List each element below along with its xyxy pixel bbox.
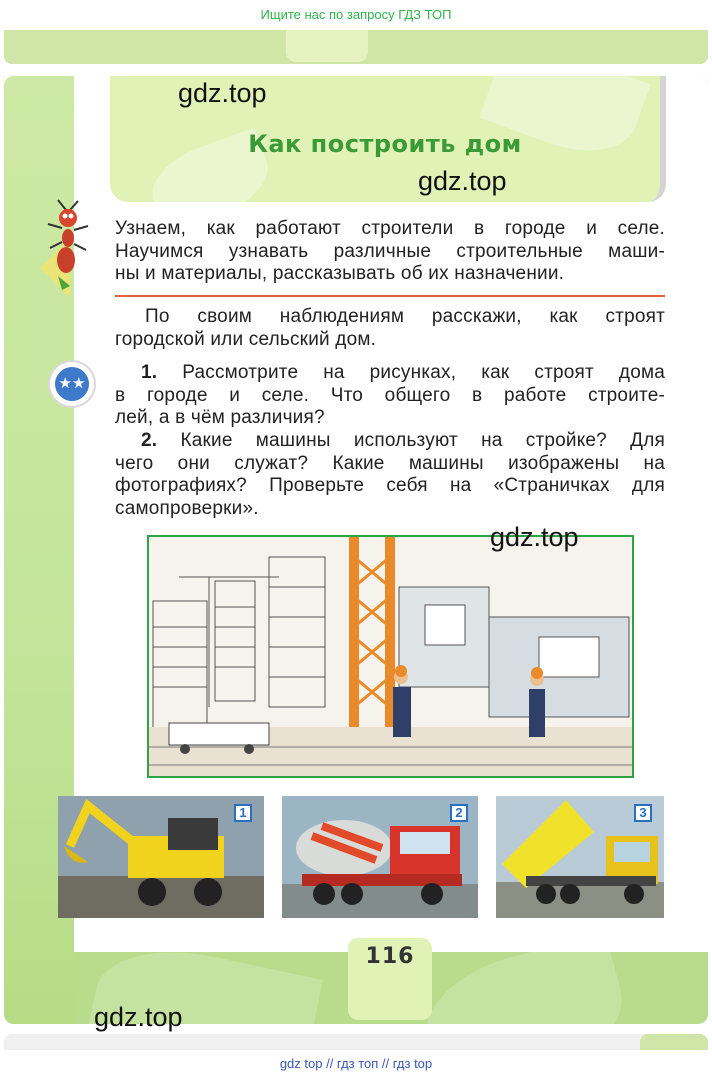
previous-page-edge bbox=[4, 30, 708, 64]
excavator-photo bbox=[58, 796, 264, 918]
intro-line: Научимся узнавать различные строительные маши- bbox=[115, 240, 665, 262]
task-line: Рассмотрите на рисунках, как строят дома bbox=[182, 362, 665, 383]
lesson-intro bbox=[115, 218, 665, 286]
task-line: фотографиях? Проверьте себя на «Страничках для bbox=[115, 475, 665, 497]
task-number: 1. bbox=[141, 362, 158, 383]
bottom-banner[interactable]: gdz top // гдз топ // гдз top bbox=[279, 1056, 433, 1071]
intro-line: ны и материалы, рассказывать об их назначении. bbox=[115, 263, 565, 285]
task-line: самопроверки». bbox=[115, 497, 259, 519]
top-banner[interactable]: Ищите нас по запросу ГДЗ ТОП bbox=[260, 7, 452, 22]
watermark: gdz.top bbox=[94, 1002, 183, 1032]
intro-line: Узнаем, как работают строители в городе и селе. bbox=[115, 218, 665, 239]
next-page-edge bbox=[4, 1034, 708, 1050]
task-number: 2. bbox=[141, 430, 158, 451]
task-line: лей, а в чём различия? bbox=[115, 407, 325, 429]
construction-illustration bbox=[147, 535, 634, 778]
photo-number: 3 bbox=[634, 804, 652, 822]
lesson-title: Как построить дом bbox=[248, 130, 522, 158]
lesson-prompt bbox=[115, 306, 665, 351]
photo-number: 1 bbox=[234, 804, 252, 822]
stars-icon: ★★ bbox=[55, 367, 89, 401]
watermark: gdz.top bbox=[178, 78, 267, 108]
task-line: в городе и селе. Что общего в работе строите- bbox=[115, 384, 665, 406]
dump-truck-photo bbox=[496, 796, 664, 918]
task-line: Какие машины используют на стройке? Для bbox=[180, 430, 665, 451]
concrete-mixer-photo bbox=[282, 796, 478, 918]
section-divider bbox=[115, 295, 665, 297]
watermark: gdz.top bbox=[490, 522, 579, 552]
task-1 bbox=[115, 362, 665, 430]
star-task-badge bbox=[50, 362, 94, 406]
prompt-line: По своим наблюдениям расскажи, как строят bbox=[145, 306, 665, 327]
photo-number: 2 bbox=[450, 804, 468, 822]
page-number: 116 bbox=[365, 944, 415, 969]
watermark: gdz.top bbox=[418, 166, 507, 196]
prompt-line: городской или сельский дом. bbox=[115, 328, 377, 350]
task-line: чего они служат? Какие машины изображены на bbox=[115, 452, 665, 474]
task-2 bbox=[115, 430, 665, 520]
ant-mascot-icon bbox=[40, 198, 94, 298]
